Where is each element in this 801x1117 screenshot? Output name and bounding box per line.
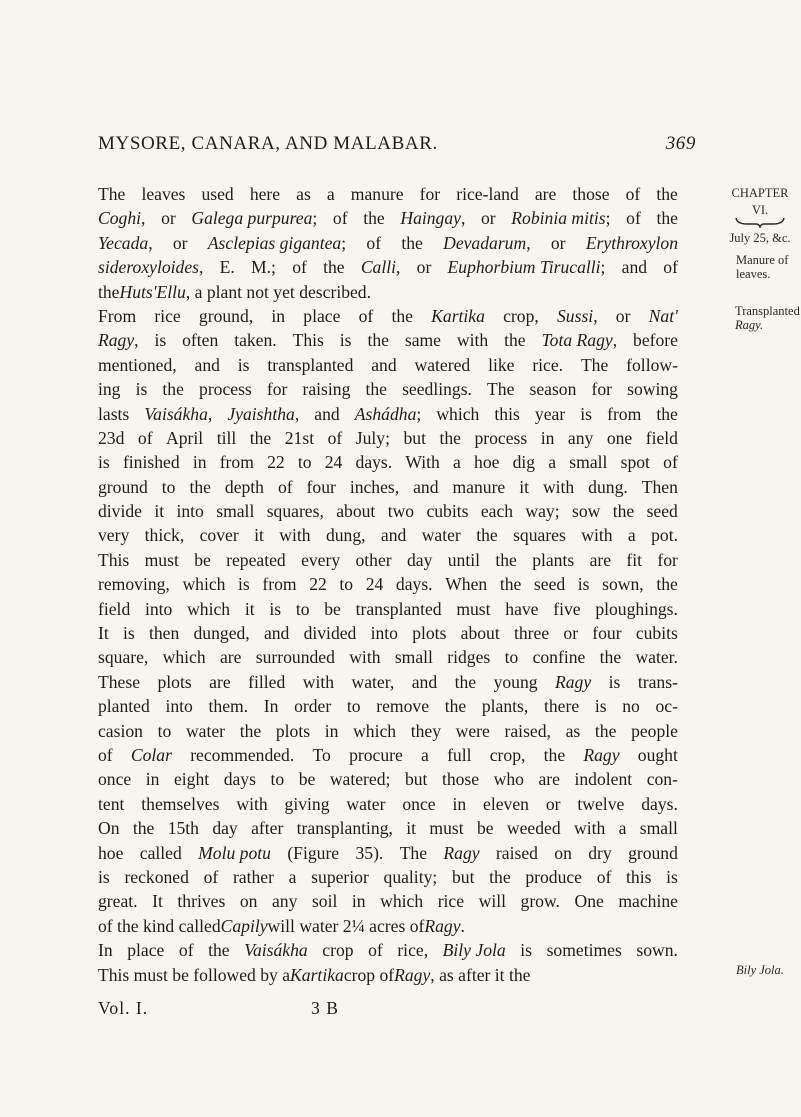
text-line: of the kind called Capily will water 2¼ acres of Ragy . bbox=[98, 915, 465, 936]
text-line: This must be repeated every other day until the plants are fit for bbox=[98, 549, 678, 570]
text-line: This must be followed by a Kartika crop of Ragy , as after it the bbox=[98, 964, 531, 985]
running-title: MYSORE, CANARA, AND MALABAR. bbox=[98, 133, 438, 154]
margin-note-bily-jola: Bily Jola. bbox=[736, 963, 784, 977]
text-line: once in eight days to be watered; but those who are indolent con- bbox=[98, 769, 678, 790]
margin-chapter: CHAPTER bbox=[731, 186, 789, 200]
text-line: It is then dunged, and divided into plots about three or four cubits bbox=[98, 623, 678, 644]
text-line: casion to water the plots in which they were raised, as the people bbox=[98, 720, 678, 741]
margin-note-transplanted-line2: Ragy. bbox=[735, 318, 764, 332]
text-line: great. It thrives on any soil in which rice will grow. One machine bbox=[98, 891, 678, 912]
page-footer bbox=[98, 998, 339, 1019]
text-line: is reckoned of rather a superior quality; but the produce of this is bbox=[98, 866, 678, 887]
text-line: Yecada, or Asclepias gigantea; of the Devadarum, or Erythroxylon bbox=[98, 232, 678, 253]
volume-label: Vol. I. bbox=[98, 998, 149, 1018]
text-line: mentioned, and is transplanted and watered like rice. The follow- bbox=[98, 354, 678, 375]
text-line: 23d of April till the 21st of July; but the process in any one field bbox=[98, 427, 678, 448]
text-line: very thick, cover it with dung, and water the squares with a pot. bbox=[98, 525, 678, 546]
text-line: Ragy, is often taken. This is the same with the Tota Ragy, before bbox=[98, 330, 678, 351]
text-line: planted into them. In order to remove the plants, there is no oc- bbox=[98, 696, 678, 717]
text-line: Coghi, or Galega purpurea; of the Haingay, or Robinia mitis; of the bbox=[98, 208, 678, 229]
text-line: field into which it is to be transplanted must have five ploughings. bbox=[98, 598, 678, 619]
text-line: square, which are surrounded with small ridges to confine the water. bbox=[98, 647, 678, 668]
page-number: 369 bbox=[665, 133, 696, 154]
text-line: In place of the Vaisákha crop of rice, Bily Jola is sometimes sown. bbox=[98, 940, 678, 961]
margin-note-manure-line1: Manure of bbox=[736, 253, 789, 267]
text-line: On the 15th day after transplanting, it must be weeded with a small bbox=[98, 818, 678, 839]
brace-icon bbox=[735, 216, 785, 228]
text-line: From rice ground, in place of the Kartika crop, Sussi, or Nat' bbox=[98, 305, 678, 326]
margin-chapter-number: VI. bbox=[751, 203, 769, 217]
text-line: sideroxyloides, E. M.; of the Calli, or Euphorbium Tirucalli; and of bbox=[98, 257, 678, 278]
margin-date: July 25, &c. bbox=[729, 231, 791, 245]
margin-note-manure-line2: leaves. bbox=[736, 267, 771, 281]
text-line: removing, which is from 22 to 24 days. When the seed is sown, the bbox=[98, 574, 678, 595]
text-line: of Colar recommended. To procure a full crop, the Ragy ought bbox=[98, 744, 678, 765]
text-line: These plots are filled with water, and the young Ragy is trans- bbox=[98, 671, 678, 692]
text-line: is finished in from 22 to 24 days. With a hoe dig a small spot of bbox=[98, 452, 678, 473]
text-line: hoe called Molu potu (Figure 35). The Ragy raised on dry ground bbox=[98, 842, 678, 863]
text-line: tent themselves with giving water once in eleven or twelve days. bbox=[98, 793, 678, 814]
text-line: ing is the process for raising the seedlings. The season for sowing bbox=[98, 379, 678, 400]
text-line: divide it into small squares, about two cubits each way; sow the seed bbox=[98, 501, 678, 522]
text-line: The leaves used here as a manure for rice-land are those of the bbox=[98, 184, 678, 204]
margin-note-transplanted-line1: Transplanted bbox=[735, 304, 800, 318]
body-text bbox=[98, 182, 678, 987]
text-line: ground to the depth of four inches, and manure it with dung. Then bbox=[98, 476, 678, 497]
signature-mark: 3 B bbox=[311, 998, 339, 1018]
text-line: lasts Vaisákha, Jyaishtha, and Ashádha; which this year is from the bbox=[98, 403, 678, 424]
text-line: the Huts' Ellu , a plant not yet described. bbox=[98, 281, 372, 302]
